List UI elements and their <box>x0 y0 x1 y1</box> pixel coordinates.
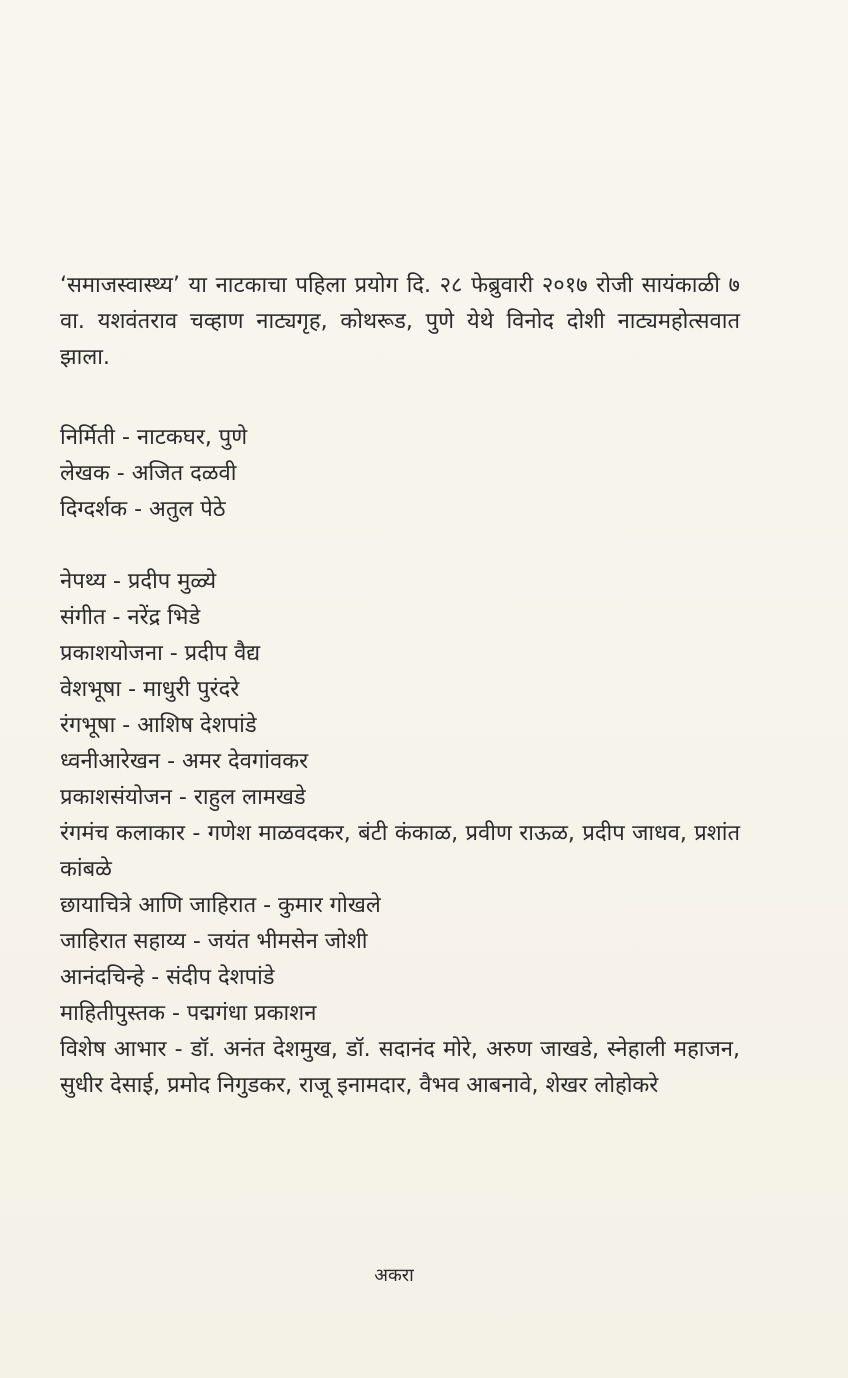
credit-production: निर्मिती - नाटकघर, पुणे <box>60 425 248 450</box>
credit-logos: आनंदचिन्हे - संदीप देशपांडे <box>60 965 275 990</box>
credit-director: दिग्दर्शक - अतुल पेठे <box>60 497 226 522</box>
intro-paragraph: ‘समाजस्वास्थ्य’ या नाटकाचा पहिला प्रयोग दि. २८ फेब्रुवारी २०१७ रोजी सायंकाळी ७ वा. यशवंतराव चव्हाण नाट्यगृह, कोथरूड, पुणे येथे विनोद दोशी नाट्यमहोत्सवात झाला. <box>60 273 740 370</box>
credit-music: संगीत - नरेंद्र भिडे <box>60 605 201 630</box>
main-credits-list <box>60 420 740 528</box>
intro-paragraph-block <box>60 268 740 376</box>
crew-credits-list <box>60 564 740 1104</box>
credit-light-operation: प्रकाशसंयोजन - राहुल लामखडे <box>60 785 306 810</box>
credit-booklet: माहितीपुस्तक - पद्मगंधा प्रकाशन <box>60 1001 317 1026</box>
credit-makeup: रंगभूषा - आशिष देशपांडे <box>60 713 257 738</box>
credit-stage-crew: रंगमंच कलाकार - गणेश माळवदकर, बंटी कंकाळ, प्रवीण राऊळ, प्रदीप जाधव, प्रशांत कांबळे <box>60 821 740 882</box>
credit-set-design: नेपथ्य - प्रदीप मुळ्ये <box>60 569 217 594</box>
credit-photos-ads: छायाचित्रे आणि जाहिरात - कुमार गोखले <box>60 893 381 918</box>
credit-ad-assistance: जाहिरात सहाय्य - जयंत भीमसेन जोशी <box>60 929 368 954</box>
credit-lighting: प्रकाशयोजना - प्रदीप वैद्य <box>60 641 261 666</box>
credit-costume: वेशभूषा - माधुरी पुरंदरे <box>60 677 240 702</box>
credit-writer: लेखक - अजित दळवी <box>60 461 237 486</box>
page-number: अकरा <box>374 1265 414 1286</box>
credit-sound-design: ध्वनीआरेखन - अमर देवगांवकर <box>60 749 309 774</box>
credit-special-thanks: विशेष आभार - डॉ. अनंत देशमुख, डॉ. सदानंद मोरे, अरुण जाखडे, स्नेहाली महाजन, सुधीर देसाई, प्रमोद निगुडकर, राजू इनामदार, वैभव आबनावे, शेखर लोहोकरे <box>60 1037 740 1098</box>
